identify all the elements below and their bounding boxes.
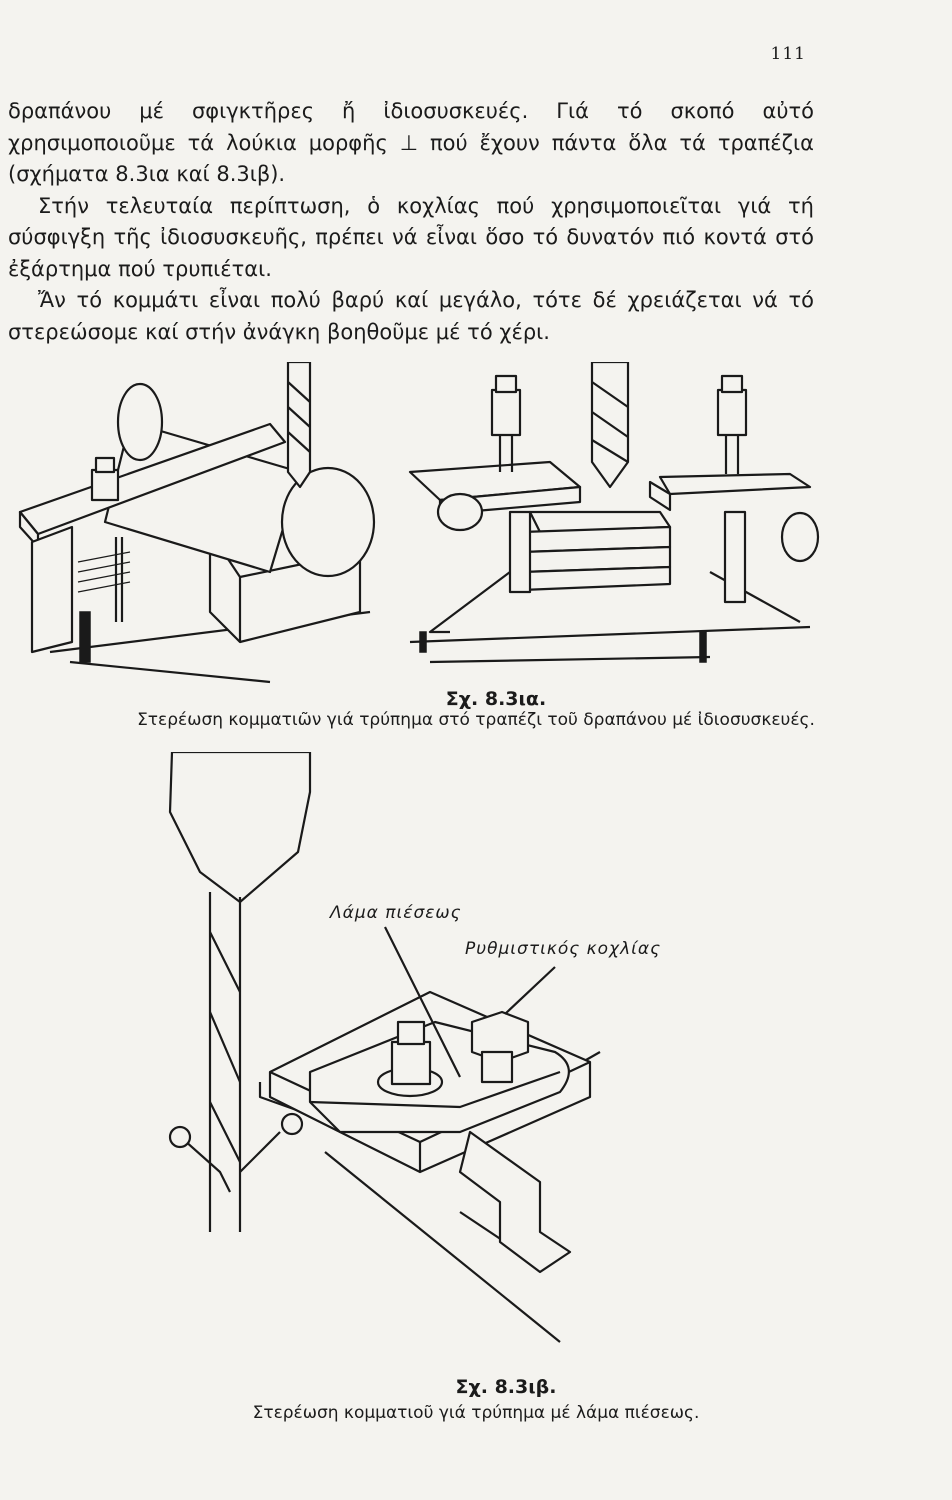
figure-8-3ia-caption: Στερέωση κομματιῶν γιά τρύπημα στό τραπέζι τοῦ δραπάνου μέ ἰδιοσυσκευές. xyxy=(137,710,815,730)
page-number: 111 xyxy=(770,44,806,64)
figure-8-3ib-drawing xyxy=(160,752,690,1392)
figure-8-3ia xyxy=(10,362,820,690)
figure-8-3ib xyxy=(160,752,690,1392)
label-adjusting-screw: Ρυθμιστικός κοχλίας xyxy=(465,939,662,959)
right-clamp-assembly xyxy=(410,362,818,662)
body-text xyxy=(8,96,814,348)
paragraph-2: Στήν τελευταία περίπτωση, ὁ κοχλίας πού χρησιμοποιεῖται γιά τή σύσφιγξη τῆς ἰδιοσυσκευῆς, πρέπει νά εἶναι ὅσο τό δυνατόν πιό κοντά στό ἐξάρτημα πού τρυπιέται. xyxy=(8,193,814,281)
leader-adjusting-screw xyxy=(505,967,555,1014)
paragraph-1: δραπάνου μέ σφιγκτῆρες ἤ ἰδιοσυσκευές. Γιά τό σκοπό αὐτό χρησιμοποιοῦμε τά λούκια μορφῆς ⊥ πού ἔχουν πάντα ὅλα τά τραπέζια (σχήματα 8.3ια καί 8.3ιβ). xyxy=(8,99,814,186)
figure-8-3ib-title: Σχ. 8.3ιβ. xyxy=(455,1376,557,1398)
left-clamp-assembly xyxy=(20,362,374,682)
label-clamp-plate: Λάμα πιέσεως xyxy=(330,903,462,923)
figure-8-3ib-caption: Στερέωση κομματιοῦ γιά τρύπημα μέ λάμα πιέσεως. xyxy=(252,1403,700,1423)
figure-8-3ia-drawing xyxy=(10,362,820,690)
figure-8-3ia-title: Σχ. 8.3ια. xyxy=(445,688,547,710)
paragraph-3: Ἄν τό κομμάτι εἶναι πολύ βαρύ καί μεγάλο, τότε δέ χρειάζεται νά τό στερεώσομε καί στήν ἀνάγκη βοηθοῦμε μέ τό χέρι. xyxy=(8,288,814,344)
